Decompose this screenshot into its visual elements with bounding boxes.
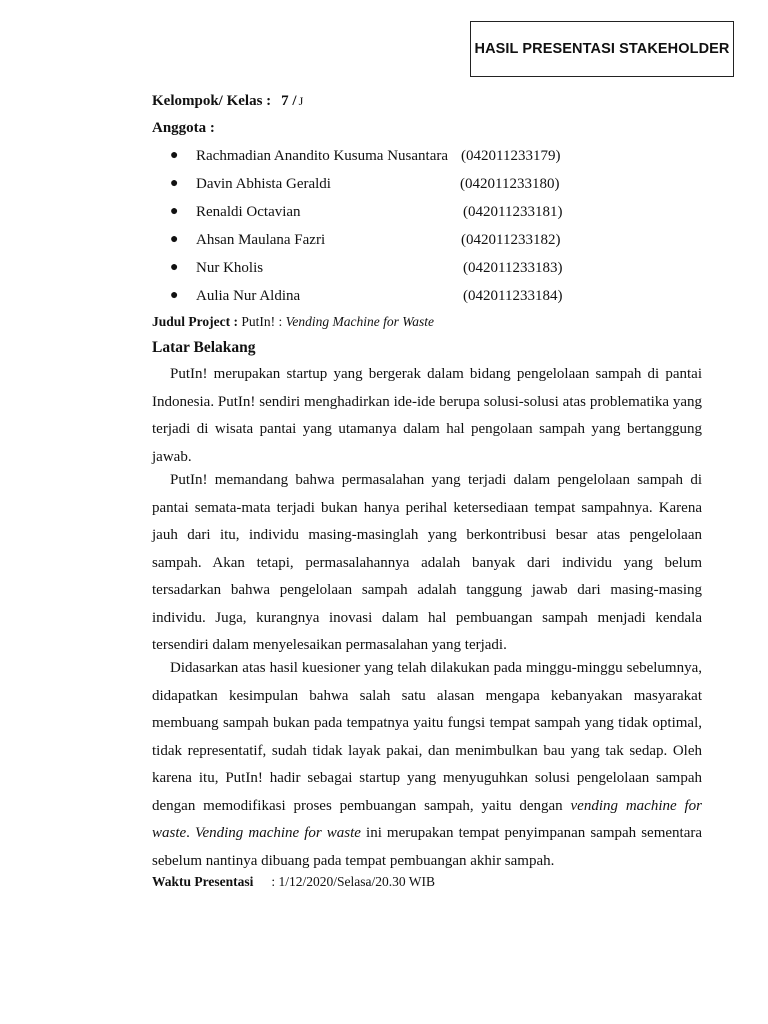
document-header-box: [470, 21, 734, 77]
member-name: Rachmadian Anandito Kusuma Nusantara: [196, 148, 449, 164]
member-name: Aulia Nur Aldina: [196, 288, 301, 304]
member-item: [0, 260, 768, 280]
paragraph: [152, 467, 702, 660]
bullet-icon: ●: [170, 260, 179, 275]
paragraph-text: PutIn! memandang bahwa permasalahan yang terjadi dalam pengelolaan sampah di pantai semata-mata terjadi bukan hanya perihal ketersediaan tempat sampahnya. Karena jauh dari itu, individu masing-masinglah yang berkontribusi besar atas pengelolaan sampah. Akan tetapi, permasalahannya adalah banyak dari individu yang belum tersadarkan bahwa pengelolaan sampah adalah tanggung jawab dari masing-masing individu. Juga, kurangnya inovasi dalam hal pembuangan sampah menjadi kendala tersendiri dalam menyelesaikan permasalahan yang terjadi.: [152, 472, 702, 653]
group-class-value: 7 /: [281, 93, 297, 109]
presentation-time-line: [152, 874, 435, 890]
paragraph-text: PutIn! merupakan startup yang bergerak dalam bidang pengelolaan sampah di pantai Indonesia. PutIn! sendiri menghadirkan ide-ide berupa solusi-solusi atas problematika yang terjadi di wisata pantai yang utamanya dalam hal pengolaan sampah yang bertanggung jawab.: [152, 366, 702, 465]
paragraph-text: Didasarkan atas hasil kuesioner yang telah dilakukan pada minggu-minggu sebelumnya, didapatkan kesimpulan bahwa salah satu alasan mengapa kebanyakan masyarakat membuang sampah bukan pada tempatnya yaitu fungsi tempat sampah yang tidak optimal, tidak representatif, sudah tidak layak pakai, dan menimbulkan bau yang tak sedap. Oleh karena itu, PutIn! hadir sebagai startup yang menyuguhkan solusi pengelolaan sampah dengan memodifikasi proses pembuangan sampah, yaitu dengan: [152, 660, 702, 814]
member-name: Davin Abhista Geraldi: [196, 176, 331, 192]
member-nim: (042011233180): [460, 176, 560, 192]
document-title: HASIL PRESENTASI STAKEHOLDER: [474, 41, 730, 57]
group-class-label: Kelompok/ Kelas :: [152, 93, 272, 109]
bullet-icon: ●: [170, 204, 179, 219]
group-class-suffix: J: [298, 94, 304, 108]
member-name: Nur Kholis: [196, 260, 264, 276]
bullet-icon: ●: [170, 176, 179, 191]
member-name: Renaldi Octavian: [196, 204, 301, 220]
group-class-line: [152, 93, 303, 110]
presentation-time-label: Waktu Presentasi: [152, 874, 254, 889]
project-subtitle: Vending Machine for Waste: [285, 314, 434, 329]
bullet-icon: ●: [170, 288, 179, 303]
paragraph-text: .: [186, 825, 195, 841]
bullet-icon: ●: [170, 232, 179, 247]
member-item: [0, 288, 768, 308]
member-nim: (042011233184): [463, 288, 563, 304]
bullet-icon: ●: [170, 148, 179, 163]
project-title-line: [152, 314, 434, 330]
member-item: [0, 176, 768, 196]
section-heading: Latar Belakang: [152, 339, 256, 356]
member-name: Ahsan Maulana Fazri: [196, 232, 326, 248]
paragraph-emphasis: Vending machine for waste: [194, 825, 361, 841]
member-nim: (042011233182): [461, 232, 561, 248]
member-item: [0, 232, 768, 252]
paragraph-emphasis: vending machine for waste: [152, 797, 702, 841]
member-nim: (042011233179): [461, 148, 561, 164]
paragraph-text: ini merupakan tempat penyimpanan sampah sementara sebelum nantinya dibuang pada tempat pembuangan akhir sampah.: [152, 825, 703, 869]
paragraph: [152, 361, 702, 471]
project-label: Judul Project :: [152, 314, 238, 329]
presentation-time-value: : 1/12/2020/Selasa/20.30 WIB: [271, 874, 436, 889]
member-item: [0, 204, 768, 224]
members-label: Anggota :: [152, 120, 215, 136]
paragraph: [152, 655, 702, 875]
member-item: [0, 148, 768, 168]
project-name: PutIn! :: [241, 314, 283, 329]
member-nim: (042011233181): [463, 204, 563, 220]
member-nim: (042011233183): [463, 260, 563, 276]
